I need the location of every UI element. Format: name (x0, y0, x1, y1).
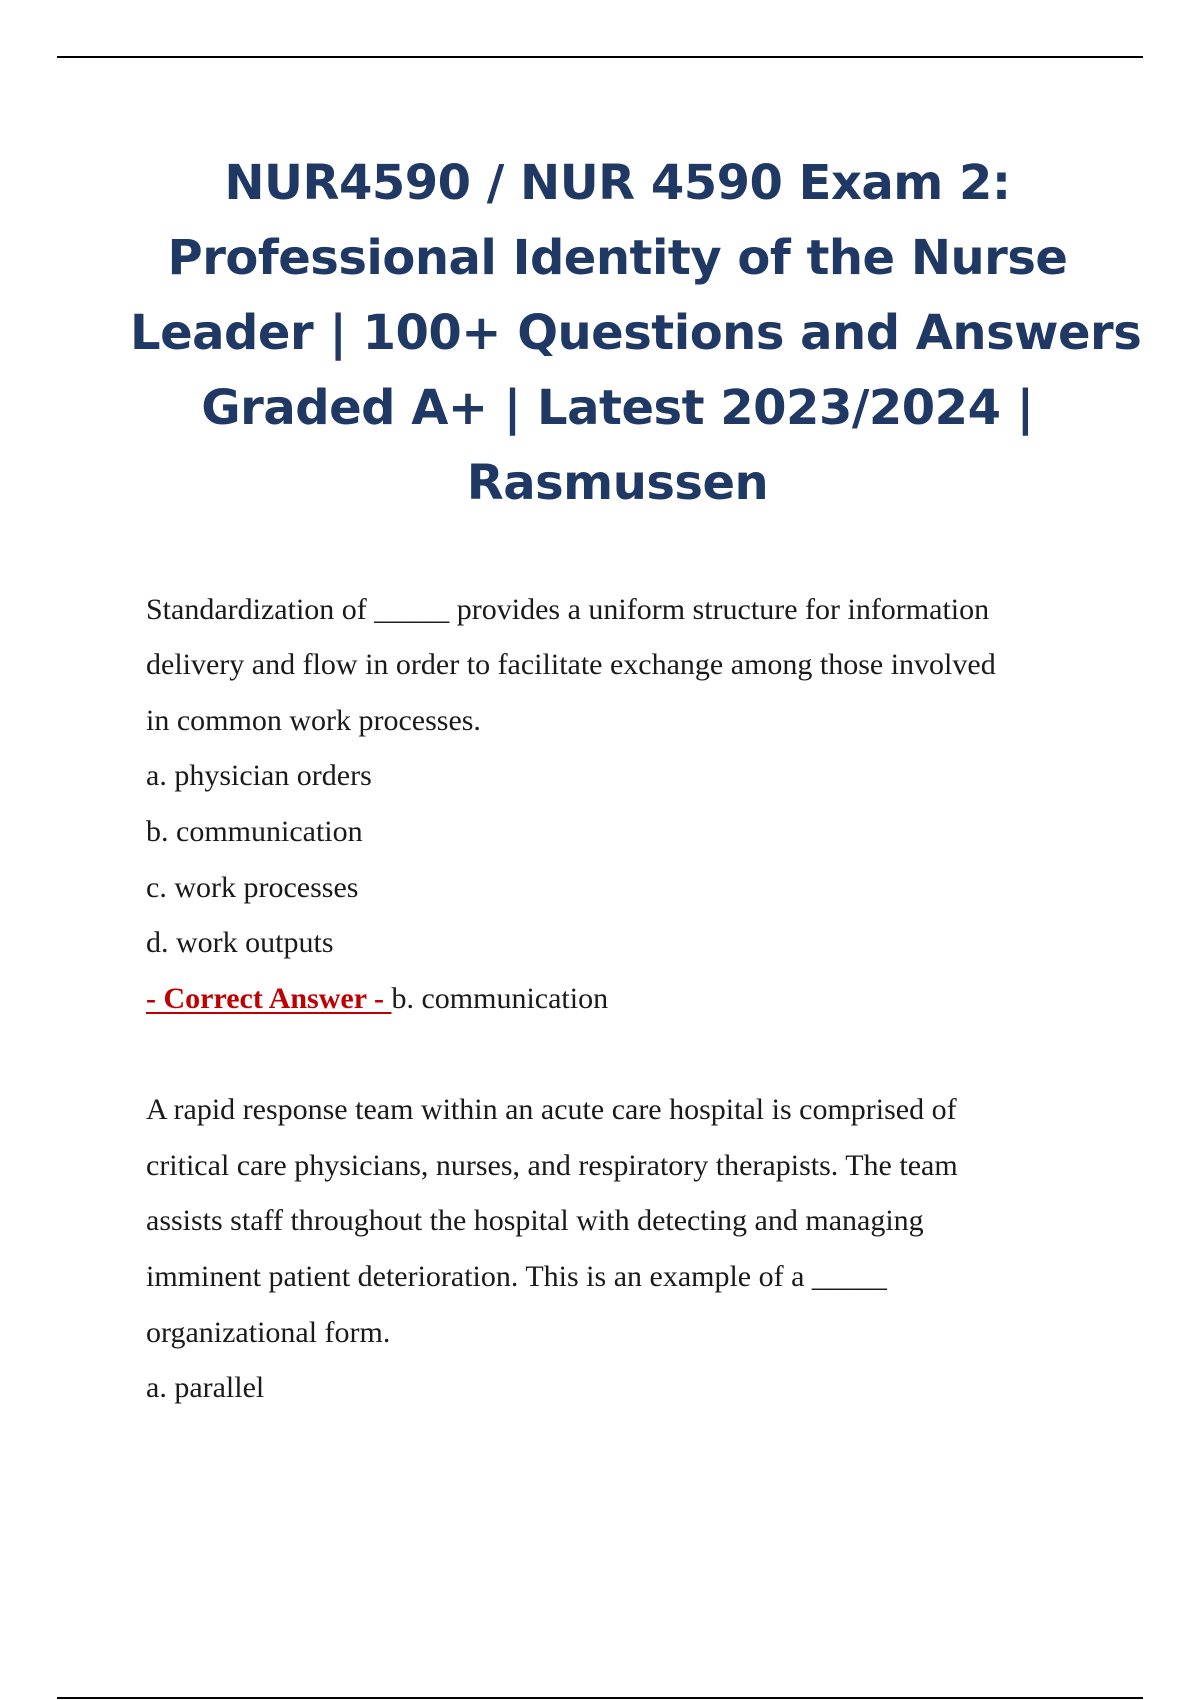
question-1-answer (146, 979, 608, 1019)
question-2-stem-line-2: critical care physicians, nurses, and respiratory therapists. The team (146, 1149, 958, 1182)
question-1-option-d: d. work outputs (146, 926, 334, 959)
correct-answer-value: b. communication (391, 982, 609, 1015)
question-1-stem-line-2: delivery and flow in order to facilitate exchange among those involved (146, 648, 996, 681)
question-1-stem-line-1: Standardization of _____ provides a uniform structure for information (146, 593, 990, 626)
question-1-option-c: c. work processes (146, 871, 359, 904)
question-2-stem-line-3: assists staff throughout the hospital with detecting and managing (146, 1204, 924, 1237)
question-2-option-a: a. parallel (146, 1371, 265, 1404)
question-1-option-b: b. communication (146, 815, 363, 848)
question-2-stem-line-4: imminent patient deterioration. This is an example of a _____ (146, 1260, 887, 1293)
title-line-5: Rasmussen (466, 455, 769, 511)
top-rule (57, 56, 1143, 58)
title-line-2: Professional Identity of the Nurse (167, 230, 1068, 286)
question-1-option-a: a. physician orders (146, 759, 372, 792)
title-line-3: Leader | 100+ Questions and Answers (130, 305, 1142, 361)
question-1-stem-line-3: in common work processes. (146, 704, 481, 737)
question-2-stem-line-5: organizational form. (146, 1316, 391, 1349)
title-line-1: NUR4590 / NUR 4590 Exam 2: (224, 155, 1011, 211)
document-title (130, 146, 1142, 521)
correct-answer-label: - Correct Answer - (146, 982, 384, 1015)
title-line-4: Graded A+ | Latest 2023/2024 | (201, 380, 1034, 436)
question-2-stem-line-1: A rapid response team within an acute care hospital is comprised of (146, 1093, 957, 1126)
bottom-rule (57, 1697, 1143, 1699)
